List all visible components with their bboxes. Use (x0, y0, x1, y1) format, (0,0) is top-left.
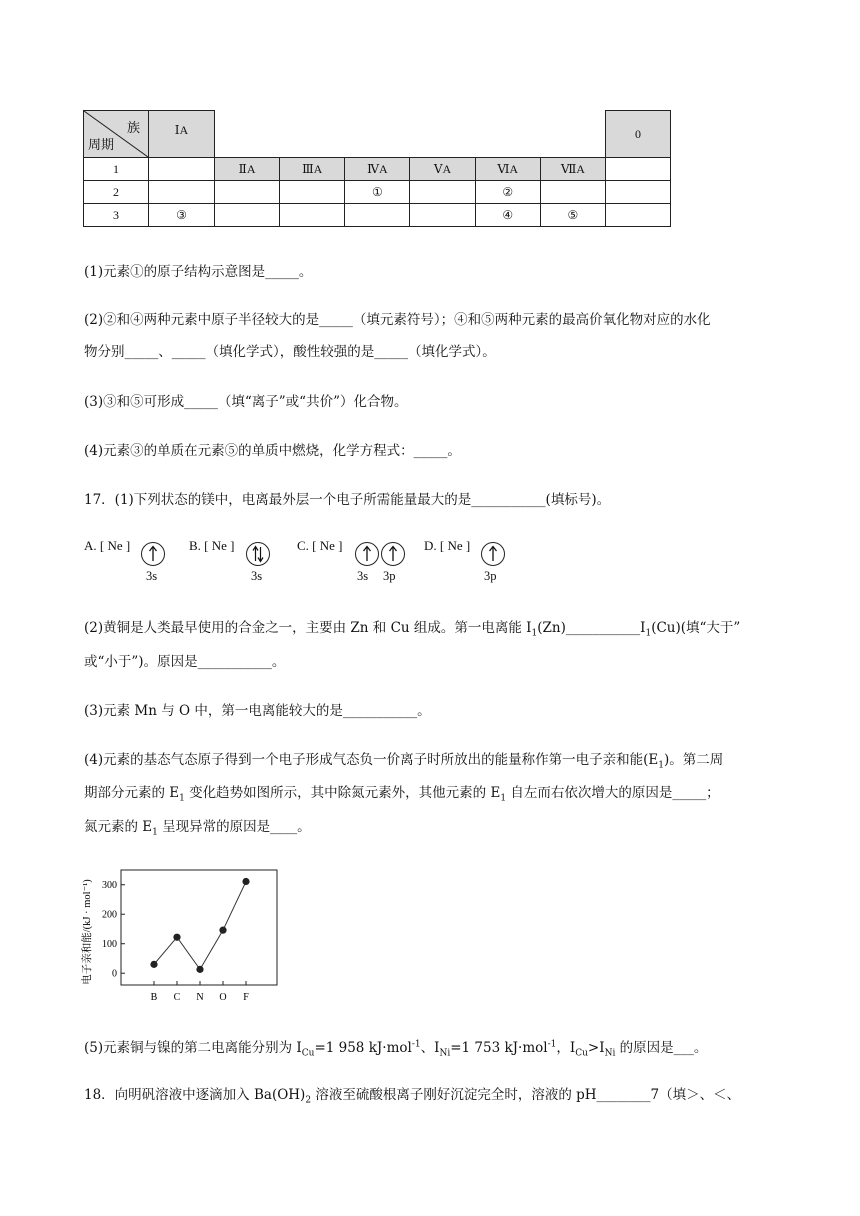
period-2: 2 (84, 181, 149, 204)
corner-group-label: 族 (126, 120, 140, 135)
cell-3-3a (280, 204, 345, 227)
y-tick-label: 100 (102, 939, 117, 951)
option-a-label: A. [ Ne ] (84, 538, 131, 553)
header-group-5a: ⅤA (410, 158, 475, 181)
orbital-a-up-icon (141, 542, 165, 566)
data-point (196, 966, 203, 973)
orbital-d-up-icon (481, 542, 505, 566)
data-point (219, 927, 226, 934)
period-3: 3 (84, 204, 149, 227)
table-corner (84, 111, 149, 158)
q17-part4-line3: 氮元素的 $E_1$ 呈现异常的原因是____。 (84, 819, 311, 838)
q17-part3: (3)元素 Mn 与 O 中，第一电离能较大的是___________。 (84, 703, 431, 719)
option-b-label: B. [ Ne ] (189, 538, 235, 553)
cell-3-2a (215, 204, 280, 227)
cell-3-4a (345, 204, 410, 227)
cell-element-2: ② (475, 181, 540, 204)
option-c-label: C. [ Ne ] (297, 538, 343, 553)
table-gap (215, 111, 606, 158)
y-tick-label: 0 (112, 968, 117, 980)
cell-2-3a (280, 181, 345, 204)
data-point (173, 934, 180, 941)
orbital-b-paired-icon (246, 542, 270, 566)
cell-2-5a (410, 181, 475, 204)
y-tick-label: 300 (102, 880, 117, 892)
chart-ylabel: 电子亲和能/(kJ · mol⁻¹) (82, 879, 93, 985)
cell-element-4: ④ (475, 204, 540, 227)
header-group-4a: ⅣA (345, 158, 410, 181)
cell-element-3: ③ (149, 204, 215, 227)
cell-3-0 (606, 204, 671, 227)
q16-part2-line2: 物分别_____、_____（填化学式），酸性较强的是_____（填化学式）。 (84, 344, 496, 360)
header-group-6a: ⅥA (475, 158, 540, 181)
option-c-3p: 3p (383, 569, 396, 583)
x-tick-label: F (243, 992, 249, 1003)
cell-1-1a (149, 158, 215, 181)
corner-period-label: 周期 (88, 137, 115, 152)
x-tick-label: O (219, 992, 227, 1003)
q17-part2-line1: (2)黄铜是人类最早使用的合金之一，主要由 Zn 和 Cu 组成。第一电离能 $I_1(Zn)\_\_\_\_\_\_\_\_\_\_\_I_1(Cu)$(填“大于” (84, 620, 741, 639)
orbital-c-3s-up-icon (355, 542, 379, 566)
option-b-3s: 3s (251, 569, 263, 583)
q16-part4: (4)元素③的单质在元素⑤的单质中燃烧，化学方程式：_____。 (84, 443, 461, 459)
cell-element-5: ⑤ (540, 204, 605, 227)
header-group-3a: ⅢA (280, 158, 345, 181)
cell-1-0 (606, 158, 671, 181)
data-point (242, 878, 249, 885)
cell-2-1a (149, 181, 215, 204)
x-tick-label: N (196, 992, 204, 1003)
option-a-3s: 3s (146, 569, 158, 583)
q17-part5: (5)元素铜与镍的第二电离能分别为 $I_{Cu}=1$ 958 kJ·mol$^{-1}$、$I_{Ni}=1$ 753 kJ·mol$^{-1}$，$I_{Cu}>I_{Ni}$ 的原因是___。 (84, 1039, 708, 1059)
electron-affinity-chart (78, 864, 288, 1004)
header-group-2a: ⅡA (215, 158, 280, 181)
data-point (150, 961, 157, 968)
q16-part3: (3)③和⑤可形成_____（填“离子”或“共价”）化合物。 (84, 394, 408, 410)
q18-text: 18．向明矾溶液中逐滴加入 $Ba(OH)_2$ 溶液至硫酸根离子刚好沉淀完全时，溶液的 pH________7（填＞、＜、 (84, 1087, 741, 1106)
period-1: 1 (84, 158, 149, 181)
cell-element-1: ① (345, 181, 410, 204)
cell-2-2a (215, 181, 280, 204)
header-group-1a: ⅠA (149, 111, 215, 158)
header-group-0: 0 (606, 111, 671, 158)
option-d-3p: 3p (484, 569, 497, 583)
x-tick-label: C (173, 992, 181, 1003)
option-d-label: D. [ Ne ] (424, 538, 471, 553)
periodic-table (83, 110, 671, 227)
cell-2-0 (606, 181, 671, 204)
q17-part1: 17．(1)下列状态的镁中，电离最外层一个电子所需能量最大的是___________(填标号)。 (84, 492, 611, 508)
q17-part2-line2: 或“小于”)。原因是___________。 (84, 654, 286, 670)
header-group-7a: ⅦA (540, 158, 605, 181)
y-tick-label: 200 (102, 909, 117, 921)
q17-part4-line1: (4)元素的基态气态原子得到一个电子形成气态负一价离子时所放出的能量称作第一电子亲和能$(E_1)$。第二周 (84, 752, 724, 771)
q16-part2-line1: (2)②和④两种元素中原子半径较大的是_____（填元素符号）；④和⑤两种元素的最高价氧化物对应的水化 (84, 312, 711, 328)
q17-part4-line2: 期部分元素的 $E_1$ 变化趋势如图所示，其中除氮元素外，其他元素的 $E_1$ 自左而右依次增大的原因是_____； (84, 785, 720, 804)
cell-3-5a (410, 204, 475, 227)
x-tick-label: B (150, 992, 158, 1003)
option-c-3s: 3s (357, 569, 369, 583)
orbital-c-3p-up-icon (381, 542, 405, 566)
cell-2-7a (540, 181, 605, 204)
q16-part1: (1)元素①的原子结构示意图是_____。 (84, 264, 313, 280)
series-line (154, 882, 246, 970)
